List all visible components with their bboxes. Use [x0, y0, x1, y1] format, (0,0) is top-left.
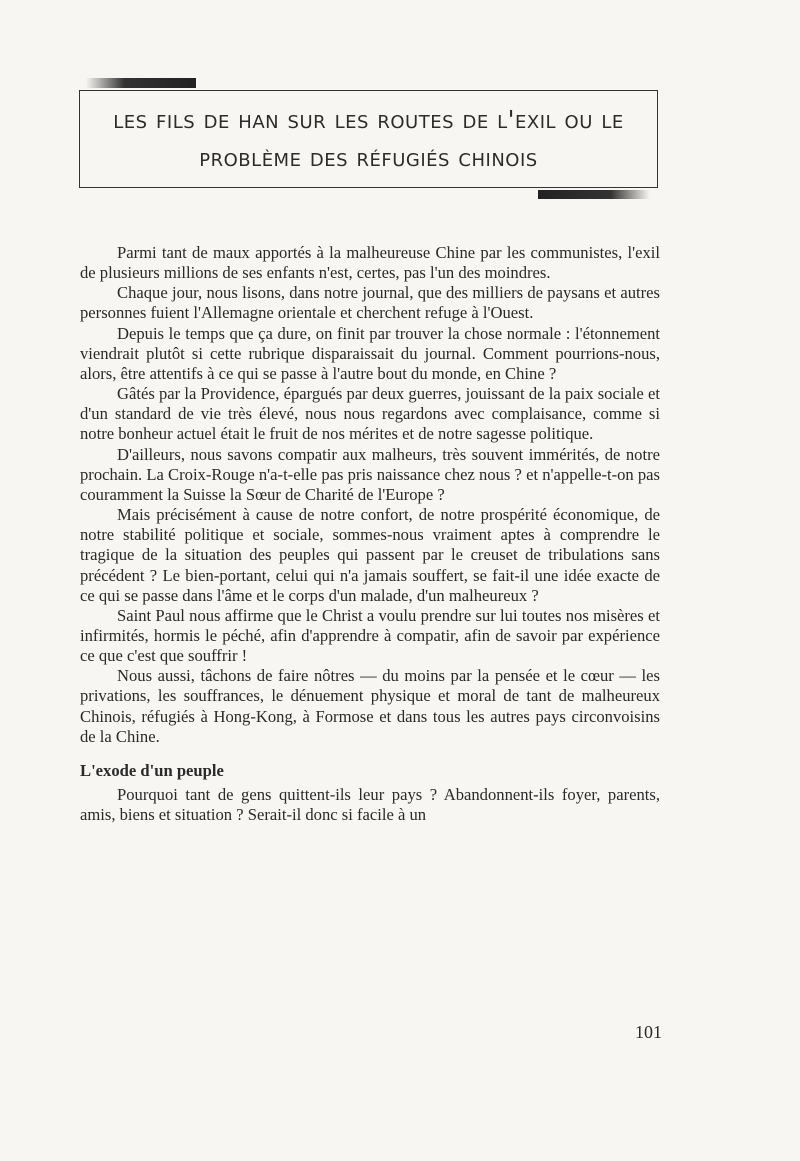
title-box [79, 90, 658, 188]
paragraph-3: Depuis le temps que ça dure, on finit par trouver la chose normale : l'étonnement viendrait plutôt si cette rubrique disparaissait du journal. Comment pourrions-nous, alors, être attentifs à ce qui se passe à l'autre bout du monde, en Chine ? [80, 323, 660, 383]
title-line-1: les fils de han sur les routes de l'exil ou le [113, 105, 624, 134]
decorative-bar-top [86, 78, 196, 88]
decorative-bar-bottom [538, 190, 650, 199]
paragraph-7: Saint Paul nous affirme que le Christ a voulu prendre sur lui toutes nos misères et infirmités, hormis le péché, afin d'apprendre à compatir, afin de savoir par expérience ce que c'est que souffrir ! [80, 605, 660, 666]
page-number: 101 [635, 1022, 662, 1042]
paragraph-8: Nous aussi, tâchons de faire nôtres — du moins par la pensée et le cœur — les privations, les souffrances, le dénuement physique et moral de tant de malheureux Chinois, réfugiés à Hong-Kong, à Formose et dans tous les autres pays circonvoisins de la Chine. [80, 666, 660, 746]
article-body [80, 243, 660, 825]
paragraph-6: Mais précisément à cause de notre confort, de notre prospérité économique, de notre stabilité politique et sociale, sommes-nous vraiment aptes à comprendre le tragique de la situation des peuples qui passent par le creuset de tribulations sans précédent ? Le bien-portant, celui qui n'a jamais souffert, se fait-il une idée exacte de ce qui se passe dans l'âme et le corps d'un malade, d'un malheureux ? [80, 505, 660, 605]
paragraph-2: Chaque jour, nous lisons, dans notre journal, que des milliers de paysans et autres personnes fuient l'Allemagne orientale et cherchent refuge à l'Ouest. [80, 283, 660, 323]
title-line-2: problème des réfugiés chinois [199, 143, 538, 172]
paragraph-5: D'ailleurs, nous savons compatir aux malheurs, très souvent immérités, de notre prochain. La Croix-Rouge n'a-t-elle pas pris naissance chez nous ? et n'appelle-t-on pas couramment la Suisse la Sœur de Charité de l'Europe ? [80, 444, 660, 504]
paragraph-1: Parmi tant de maux apportés à la malheureuse Chine par les communistes, l'exil de plusieurs millions de ses enfants n'est, certes, pas l'un des moindres. [80, 243, 660, 283]
section-heading: L'exode d'un peuple [80, 760, 224, 780]
paragraph-4: Gâtés par la Providence, épargués par deux guerres, jouissant de la paix sociale et d'un standard de vie très élevé, nous nous regardons avec complaisance, comme si notre bonheur actuel était le fruit de nos mérites et de notre sagesse politique. [80, 384, 660, 444]
section-paragraph: Pourquoi tant de gens quittent-ils leur pays ? Abandonnent-ils foyer, parents, amis, biens et situation ? Serait-il donc si facile à un [80, 785, 660, 825]
